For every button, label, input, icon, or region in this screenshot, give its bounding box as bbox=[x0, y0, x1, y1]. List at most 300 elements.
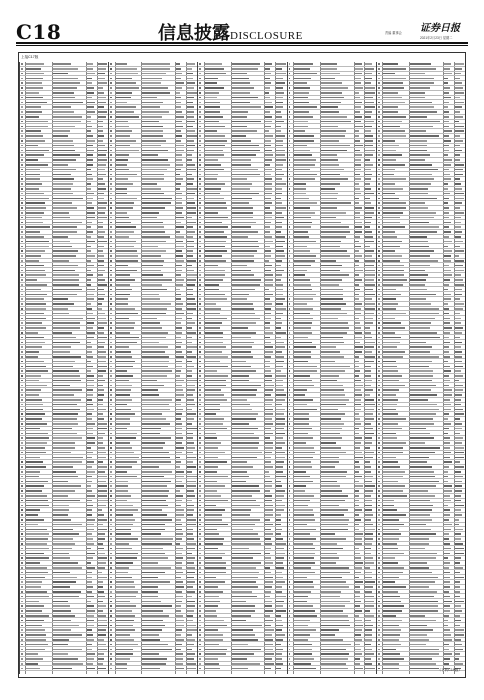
cell-text bbox=[289, 164, 291, 166]
cell-text bbox=[53, 658, 78, 660]
cell-text bbox=[383, 629, 401, 631]
cell-text bbox=[53, 202, 72, 204]
cell-text bbox=[187, 265, 193, 267]
cell-text bbox=[53, 380, 81, 382]
cell-text bbox=[87, 193, 94, 195]
cell-text bbox=[276, 577, 283, 579]
cell-text bbox=[199, 198, 201, 200]
cell-text bbox=[294, 106, 317, 108]
cell-text bbox=[187, 481, 196, 483]
cell-text bbox=[176, 567, 182, 569]
cell-text bbox=[199, 519, 201, 521]
cell-text bbox=[276, 649, 282, 651]
cell-text bbox=[142, 289, 166, 291]
cell-text bbox=[199, 380, 201, 382]
cell-text bbox=[21, 581, 23, 583]
cell-text bbox=[87, 629, 92, 631]
cell-text bbox=[289, 370, 291, 372]
cell-text bbox=[355, 217, 360, 219]
cell-text bbox=[365, 207, 374, 209]
cell-text bbox=[98, 207, 106, 209]
table-column-group bbox=[108, 62, 197, 674]
cell-text bbox=[276, 509, 284, 511]
cell-text bbox=[176, 615, 182, 617]
cell-text bbox=[365, 116, 371, 118]
cell-text bbox=[116, 601, 130, 603]
cell-text bbox=[187, 68, 192, 70]
cell-text bbox=[199, 629, 201, 631]
cell-text bbox=[378, 121, 380, 123]
cell-text bbox=[321, 222, 341, 224]
cell-text bbox=[444, 236, 449, 238]
cell-text bbox=[276, 557, 284, 559]
cell-text bbox=[444, 222, 451, 224]
cell-text bbox=[321, 562, 336, 564]
cell-text bbox=[444, 495, 450, 497]
cell-text bbox=[321, 567, 349, 569]
cell-text bbox=[276, 375, 286, 377]
cell-text bbox=[110, 226, 112, 228]
cell-text bbox=[116, 404, 128, 406]
cell-text bbox=[444, 437, 450, 439]
cell-text bbox=[355, 121, 362, 123]
cell-text bbox=[98, 212, 105, 214]
cell-text bbox=[116, 126, 129, 128]
cell-text bbox=[53, 447, 75, 449]
cell-text bbox=[265, 178, 272, 180]
cell-text bbox=[378, 485, 380, 487]
cell-text bbox=[110, 246, 112, 248]
cell-text bbox=[199, 490, 201, 492]
cell-text bbox=[199, 202, 201, 204]
cell-text bbox=[265, 437, 270, 439]
cell-text bbox=[110, 207, 112, 209]
cell-text bbox=[176, 461, 181, 463]
cell-text bbox=[276, 102, 283, 104]
cell-text bbox=[378, 649, 380, 651]
cell-text bbox=[355, 596, 360, 598]
cell-text bbox=[289, 394, 291, 396]
cell-text bbox=[410, 318, 435, 320]
cell-text bbox=[21, 150, 23, 152]
cell-text bbox=[265, 605, 272, 607]
cell-text bbox=[289, 116, 291, 118]
cell-text bbox=[142, 668, 160, 670]
cell-text bbox=[365, 529, 375, 531]
cell-text bbox=[116, 447, 132, 449]
cell-text bbox=[176, 159, 182, 161]
cell-text bbox=[455, 154, 460, 156]
cell-text bbox=[455, 164, 465, 166]
cell-text bbox=[21, 505, 23, 507]
cell-text bbox=[53, 625, 79, 627]
cell-text bbox=[455, 337, 460, 339]
cell-text bbox=[87, 130, 91, 132]
cell-text bbox=[87, 87, 94, 89]
cell-text bbox=[87, 159, 93, 161]
cell-text bbox=[26, 519, 44, 521]
cell-text bbox=[265, 82, 270, 84]
cell-text bbox=[378, 423, 380, 425]
cell-text bbox=[87, 97, 92, 99]
cell-text bbox=[444, 529, 451, 531]
cell-text bbox=[53, 303, 74, 305]
cell-text bbox=[321, 351, 341, 353]
cell-text bbox=[383, 255, 402, 257]
cell-text bbox=[365, 476, 373, 478]
cell-text bbox=[142, 361, 169, 363]
cell-text bbox=[276, 121, 284, 123]
cell-text bbox=[87, 140, 95, 142]
cell-text bbox=[410, 586, 429, 588]
cell-text bbox=[21, 260, 23, 262]
cell-text bbox=[378, 202, 380, 204]
cell-text bbox=[455, 212, 465, 214]
cell-text bbox=[176, 466, 180, 468]
cell-text bbox=[187, 169, 196, 171]
cell-text bbox=[26, 505, 49, 507]
cell-text bbox=[21, 198, 23, 200]
cell-text bbox=[365, 97, 372, 99]
cell-text bbox=[321, 375, 339, 377]
cell-text bbox=[265, 327, 270, 329]
cell-text bbox=[187, 366, 194, 368]
cell-text bbox=[142, 169, 167, 171]
cell-text bbox=[355, 246, 361, 248]
cell-text bbox=[110, 284, 112, 286]
cell-text bbox=[176, 255, 183, 257]
cell-text bbox=[87, 106, 94, 108]
cell-text bbox=[26, 241, 49, 243]
cell-text bbox=[444, 126, 449, 128]
cell-text bbox=[265, 92, 269, 94]
cell-text bbox=[87, 226, 91, 228]
cell-text bbox=[187, 553, 192, 555]
cell-text bbox=[294, 337, 308, 339]
cell-text bbox=[199, 447, 201, 449]
cell-text bbox=[276, 294, 283, 296]
cell-text bbox=[53, 279, 79, 281]
cell-text bbox=[289, 572, 291, 574]
cell-text bbox=[444, 202, 448, 204]
cell-text bbox=[110, 294, 112, 296]
cell-text bbox=[187, 274, 197, 276]
cell-text bbox=[455, 471, 462, 473]
cell-text bbox=[176, 490, 180, 492]
cell-text bbox=[87, 68, 93, 70]
cell-text bbox=[294, 92, 309, 94]
cell-text bbox=[294, 178, 315, 180]
cell-text bbox=[142, 126, 163, 128]
cell-text bbox=[53, 457, 83, 459]
cell-text bbox=[110, 193, 112, 195]
cell-text bbox=[87, 356, 93, 358]
cell-text bbox=[383, 73, 395, 75]
cell-text bbox=[110, 577, 112, 579]
cell-text bbox=[21, 250, 23, 252]
cell-text bbox=[365, 495, 371, 497]
cell-text bbox=[383, 653, 400, 655]
cell-text bbox=[26, 135, 43, 137]
cell-text bbox=[98, 596, 105, 598]
cell-text bbox=[378, 553, 380, 555]
cell-text bbox=[176, 212, 182, 214]
cell-text bbox=[355, 437, 363, 439]
cell-text bbox=[116, 442, 130, 444]
cell-text bbox=[53, 284, 79, 286]
cell-text bbox=[276, 202, 282, 204]
cell-text bbox=[383, 231, 395, 233]
cell-text bbox=[87, 634, 93, 636]
cell-text bbox=[455, 399, 461, 401]
cell-text bbox=[383, 356, 403, 358]
cell-text bbox=[321, 639, 344, 641]
cell-text bbox=[187, 423, 192, 425]
cell-text bbox=[205, 361, 221, 363]
cell-text bbox=[410, 615, 425, 617]
cell-text bbox=[21, 437, 23, 439]
cell-text bbox=[176, 332, 182, 334]
cell-text bbox=[98, 303, 103, 305]
cell-text bbox=[294, 500, 310, 502]
cell-text bbox=[321, 313, 348, 315]
cell-text bbox=[98, 73, 105, 75]
cell-text bbox=[383, 404, 397, 406]
cell-text bbox=[205, 154, 224, 156]
cell-text bbox=[110, 557, 112, 559]
cell-text bbox=[383, 265, 403, 267]
cell-text bbox=[410, 457, 429, 459]
cell-text bbox=[321, 274, 349, 276]
cell-text bbox=[116, 92, 132, 94]
cell-text bbox=[116, 557, 138, 559]
cell-text bbox=[116, 437, 137, 439]
cell-text bbox=[355, 538, 362, 540]
cell-text bbox=[383, 370, 398, 372]
cell-text bbox=[378, 562, 380, 564]
cell-text bbox=[365, 557, 373, 559]
cell-text bbox=[378, 447, 380, 449]
cell-text bbox=[110, 332, 112, 334]
cell-text bbox=[294, 87, 310, 89]
cell-text bbox=[365, 274, 374, 276]
cell-text bbox=[98, 557, 107, 559]
cell-text bbox=[294, 351, 311, 353]
cell-text bbox=[199, 169, 201, 171]
cell-text bbox=[355, 265, 359, 267]
cell-text bbox=[294, 634, 310, 636]
cell-text bbox=[205, 111, 221, 113]
cell-text bbox=[383, 572, 403, 574]
cell-text bbox=[176, 140, 180, 142]
cell-text bbox=[355, 591, 360, 593]
cell-text bbox=[205, 457, 219, 459]
cell-text bbox=[205, 553, 225, 555]
cell-text bbox=[110, 97, 112, 99]
cell-text bbox=[199, 121, 201, 123]
cell-text bbox=[98, 337, 107, 339]
cell-text bbox=[365, 490, 372, 492]
cell-text bbox=[53, 500, 80, 502]
cell-text bbox=[294, 265, 311, 267]
cell-text bbox=[116, 236, 130, 238]
cell-text bbox=[294, 461, 311, 463]
cell-text bbox=[116, 279, 135, 281]
cell-text bbox=[378, 126, 380, 128]
cell-text bbox=[410, 481, 439, 483]
cell-text bbox=[365, 485, 375, 487]
cell-text bbox=[321, 116, 347, 118]
cell-text bbox=[289, 366, 291, 368]
cell-text bbox=[321, 154, 337, 156]
cell-text bbox=[289, 409, 291, 411]
cell-text bbox=[276, 97, 283, 99]
cell-text bbox=[410, 231, 437, 233]
cell-text bbox=[205, 413, 216, 415]
cell-text bbox=[455, 313, 461, 315]
cell-text bbox=[142, 78, 161, 80]
cell-text bbox=[116, 260, 138, 262]
cell-text bbox=[187, 111, 194, 113]
cell-text bbox=[142, 466, 159, 468]
cell-text bbox=[98, 625, 107, 627]
cell-text bbox=[205, 78, 219, 80]
cell-text bbox=[176, 428, 182, 430]
cell-text bbox=[355, 461, 359, 463]
cell-text bbox=[276, 298, 285, 300]
cell-text bbox=[21, 634, 23, 636]
cell-text bbox=[365, 284, 375, 286]
cell-text bbox=[116, 380, 130, 382]
cell-text bbox=[187, 447, 195, 449]
cell-text bbox=[26, 495, 46, 497]
cell-text bbox=[276, 159, 286, 161]
cell-text bbox=[116, 586, 135, 588]
cell-text bbox=[87, 202, 92, 204]
cell-text bbox=[355, 289, 361, 291]
cell-text bbox=[53, 265, 78, 267]
cell-text bbox=[53, 97, 75, 99]
cell-text bbox=[321, 389, 344, 391]
cell-text bbox=[205, 610, 217, 612]
cell-text bbox=[53, 385, 69, 387]
cell-text bbox=[21, 668, 23, 670]
cell-text bbox=[378, 591, 380, 593]
cell-text bbox=[455, 130, 465, 132]
cell-text bbox=[410, 356, 439, 358]
cell-text bbox=[98, 437, 104, 439]
cell-text bbox=[355, 404, 361, 406]
cell-text bbox=[116, 222, 131, 224]
cell-text bbox=[199, 68, 201, 70]
cell-text bbox=[321, 385, 343, 387]
cell-text bbox=[199, 78, 201, 80]
cell-text bbox=[355, 577, 359, 579]
cell-text bbox=[383, 466, 400, 468]
cell-text bbox=[265, 202, 272, 204]
cell-text bbox=[383, 476, 403, 478]
cell-text bbox=[205, 615, 217, 617]
cell-text bbox=[365, 399, 374, 401]
cell-text bbox=[116, 548, 132, 550]
cell-text bbox=[265, 217, 272, 219]
cell-text bbox=[321, 164, 340, 166]
cell-text bbox=[378, 164, 380, 166]
cell-text bbox=[294, 389, 307, 391]
cell-text bbox=[187, 649, 192, 651]
cell-text bbox=[444, 601, 452, 603]
cell-text bbox=[176, 389, 183, 391]
cell-text bbox=[110, 68, 112, 70]
cell-text bbox=[276, 68, 282, 70]
cell-text bbox=[199, 366, 201, 368]
cell-text bbox=[98, 394, 104, 396]
cell-text bbox=[110, 231, 112, 233]
cell-text bbox=[26, 639, 45, 641]
cell-text bbox=[53, 605, 69, 607]
cell-text bbox=[205, 337, 224, 339]
cell-text bbox=[265, 150, 271, 152]
cell-text bbox=[321, 457, 339, 459]
cell-text bbox=[53, 150, 75, 152]
cell-text bbox=[410, 298, 426, 300]
cell-text bbox=[265, 193, 272, 195]
cell-text bbox=[321, 140, 340, 142]
cell-text bbox=[378, 313, 380, 315]
cell-text bbox=[289, 63, 291, 65]
section-title-cn: 信息披露 bbox=[158, 23, 230, 44]
cell-text bbox=[187, 140, 194, 142]
cell-text bbox=[455, 174, 463, 176]
cell-text bbox=[383, 385, 405, 387]
cell-text bbox=[294, 519, 315, 521]
cell-text bbox=[98, 145, 105, 147]
cell-text bbox=[455, 222, 461, 224]
cell-text bbox=[199, 485, 201, 487]
cell-text bbox=[98, 447, 105, 449]
cell-text bbox=[87, 174, 92, 176]
cell-text bbox=[365, 433, 374, 435]
cell-text bbox=[176, 505, 181, 507]
cell-text bbox=[365, 145, 373, 147]
cell-text bbox=[142, 418, 166, 420]
cell-text bbox=[53, 629, 71, 631]
cell-text bbox=[355, 605, 360, 607]
cell-text bbox=[116, 202, 134, 204]
cell-text bbox=[289, 294, 291, 296]
cell-text bbox=[321, 548, 344, 550]
cell-text bbox=[176, 356, 184, 358]
cell-text bbox=[383, 198, 399, 200]
cell-text bbox=[116, 409, 132, 411]
cell-text bbox=[98, 591, 104, 593]
cell-text bbox=[199, 102, 201, 104]
cell-text bbox=[53, 366, 73, 368]
cell-text bbox=[176, 581, 183, 583]
cell-text bbox=[355, 548, 360, 550]
cell-text bbox=[410, 342, 426, 344]
cell-text bbox=[365, 212, 374, 214]
cell-text bbox=[205, 514, 223, 516]
cell-text bbox=[383, 514, 406, 516]
cell-text bbox=[294, 452, 315, 454]
cell-text bbox=[110, 265, 112, 267]
cell-text bbox=[98, 409, 107, 411]
cell-text bbox=[383, 246, 400, 248]
cell-text bbox=[26, 159, 38, 161]
cell-text bbox=[294, 255, 316, 257]
cell-text bbox=[21, 562, 23, 564]
